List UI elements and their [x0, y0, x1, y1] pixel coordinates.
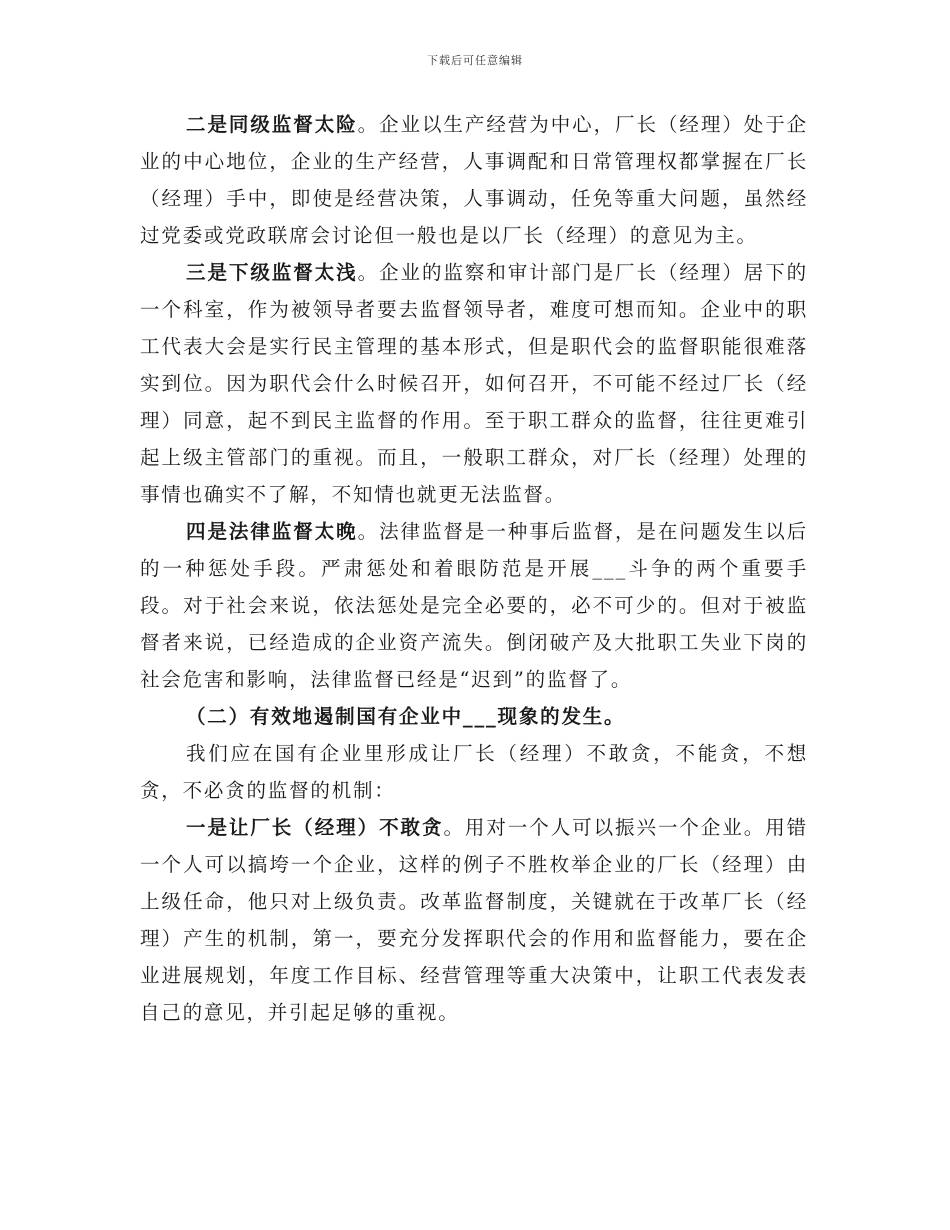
page-header: 下载后可任意编辑 — [427, 54, 523, 67]
paragraph-dare-not — [140, 809, 808, 1031]
section-heading: （二）有效地遏制国有企业中___现象的发生。 — [186, 705, 626, 728]
paragraph-mechanism-intro: 我们应在国有企业里形成让厂长（经理）不敢贪，不能贪，不想贪，不必贪的监督的机制： — [140, 742, 808, 802]
paragraph-text: 。企业的监察和审计部门是厂长（经理）居下的一个科室，作为被领导者要去监督领导者，难度可想而知。企业中的职工代表大会是实行民主管理的基本形式，但是职代会的监督职能很难落实到位。因为职代会什么时候召开，如何召开，不可能不经过厂长（经理）同意，起不到民主监督的作用。至于职工群众的监督，往往更难引起上级主管部门的重视。而且，一般职工群众，对厂长（经理）处理的事情也确实不了解，不知情也就更无法监督。 — [140, 261, 808, 506]
paragraph-lead: 四是法律监督太晚 — [186, 520, 358, 543]
paragraph-text: 。企业以生产经营为中心，厂长（经理）处于企业的中心地位，企业的生产经营，人事调配和日常管理权都掌握在厂长（经理）手中，即使是经营决策，人事调动，任免等重大问题，虽然经过党委或党政联席会讨论但一般也是以厂长（经理）的意见为主。 — [140, 113, 808, 247]
paragraph-legal-supervision — [140, 513, 808, 698]
paragraph-text: 。法律监督是一种事后监督，是在问题发生以后的一种惩处手段。严肃惩处和着眼防范是开展___斗争的两个重要手段。对于社会来说，依法惩处是完全必要的，必不可少的。但对于被监督者来说，已经造成的企业资产流失。倒闭破产及大批职工失业下岗的社会危害和影响，法律监督已经是“迟到”的监督了。 — [140, 520, 808, 691]
paragraph-text: 。用对一个人可以振兴一个企业。用错一个人可以搞垮一个企业，这样的例子不胜枚举企业的厂长（经理）由上级任命，他只对上级负责。改革监督制度，关键就在于改革厂长（经理）产生的机制，第一，要充分发挥职代会的作用和监督能力，要在企业进展规划，年度工作目标、经营管理等重大决策中，让职工代表发表自己的意见，并引起足够的重视。 — [140, 816, 808, 1024]
paragraph-lead: 二是同级监督太险 — [186, 113, 358, 136]
paragraph-subordinate-supervision — [140, 254, 808, 513]
paragraph-lead: 一是让厂长（经理）不敢贪 — [186, 816, 444, 839]
paragraph-peer-supervision — [140, 106, 808, 254]
paragraph-lead: 三是下级监督太浅 — [186, 261, 358, 284]
document-body — [140, 106, 808, 1031]
